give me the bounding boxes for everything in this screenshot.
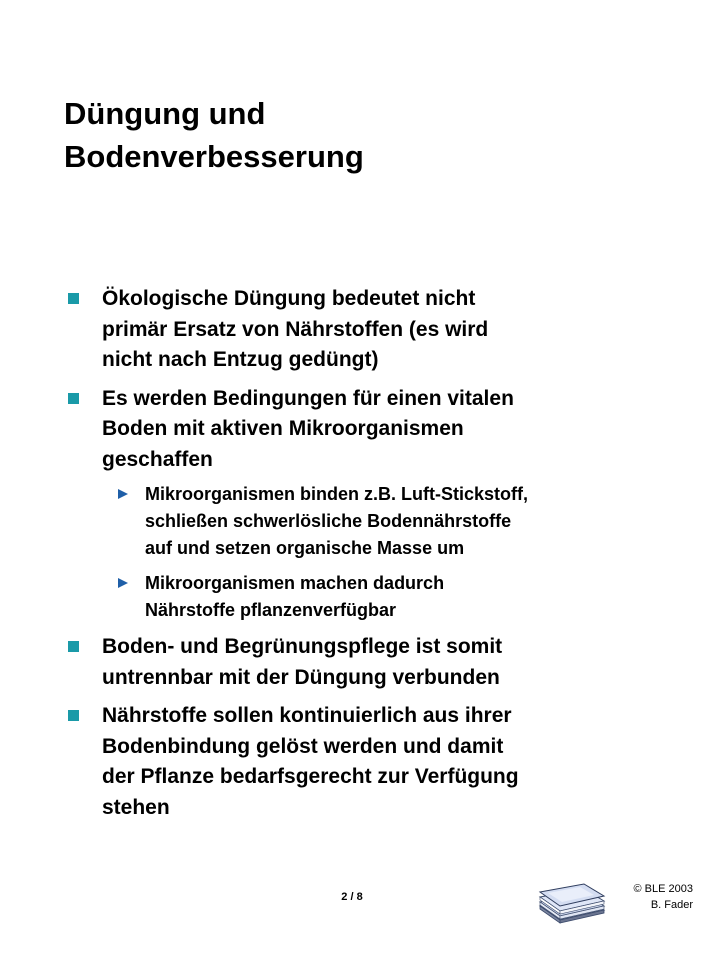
- sub-bullet-item: [102, 570, 706, 624]
- bullet-line: stehen: [102, 795, 170, 819]
- bullet-list: [66, 284, 706, 831]
- bullet-item: [66, 284, 706, 376]
- sub-bullet-line: Mikroorganismen machen dadurch: [145, 573, 445, 593]
- bullet-item: [66, 632, 706, 693]
- bullet-line: Es werden Bedingungen für einen vitalen: [102, 386, 514, 410]
- bullet-line: Boden mit aktiven Mikroorganismen: [102, 417, 464, 440]
- author-line: B. Fader: [650, 899, 693, 911]
- bullet-line: Nährstoffe sollen kontinuierlich aus ihrer: [102, 704, 512, 727]
- bullet-line: untrennbar mit der Düngung verbunden: [102, 665, 500, 689]
- bullet-line: der Pflanze bedarfsgerecht zur Verfügung: [102, 765, 519, 788]
- arrow-bullet-icon: [117, 577, 129, 589]
- bullet-line: Boden- und Begrünungspflege ist somit: [102, 635, 503, 658]
- bullet-line: nicht nach Entzug gedüngt): [102, 348, 379, 371]
- arrow-bullet-icon: [117, 488, 129, 500]
- bullet-line: Bodenbindung gelöst werden und damit: [102, 734, 504, 758]
- bullet-item: [66, 701, 706, 823]
- slide-title-line: Düngung und: [64, 96, 266, 131]
- bullet-text: [102, 384, 706, 476]
- bullet-line: geschaffen: [102, 447, 213, 471]
- square-bullet-icon: [68, 641, 79, 652]
- square-bullet-icon: [68, 710, 79, 721]
- paper-stack-icon: [534, 876, 608, 928]
- sub-bullet-list: [102, 481, 706, 624]
- slide-title: [64, 92, 664, 178]
- square-bullet-icon: [68, 293, 79, 304]
- sub-bullet-line: Mikroorganismen binden z.B. Luft-Stickstoff,: [145, 484, 529, 504]
- sub-bullet-line: auf und setzen organische Masse um: [145, 538, 465, 558]
- sub-bullet-text: [145, 481, 706, 562]
- bullet-text: [102, 701, 706, 823]
- page-number: 2 / 8: [341, 891, 363, 903]
- copyright-credit: [634, 881, 693, 913]
- slide-title-line: Bodenverbesserung: [64, 139, 364, 174]
- sub-bullet-text: [145, 570, 706, 624]
- sub-bullet-line: schließen schwerlösliche Bodennährstoffe: [145, 511, 512, 531]
- copyright-line: © BLE 2003: [633, 883, 693, 895]
- bullet-text: [102, 284, 706, 376]
- sub-bullet-item: [102, 481, 706, 562]
- bullet-item: [66, 384, 706, 625]
- bullet-text: [102, 632, 706, 693]
- bullet-line: primär Ersatz von Nährstoffen (es wird: [102, 317, 489, 341]
- bullet-line: Ökologische Düngung bedeutet nicht: [102, 287, 476, 310]
- sub-bullet-line: Nährstoffe pflanzenverfügbar: [145, 600, 397, 620]
- square-bullet-icon: [68, 393, 79, 404]
